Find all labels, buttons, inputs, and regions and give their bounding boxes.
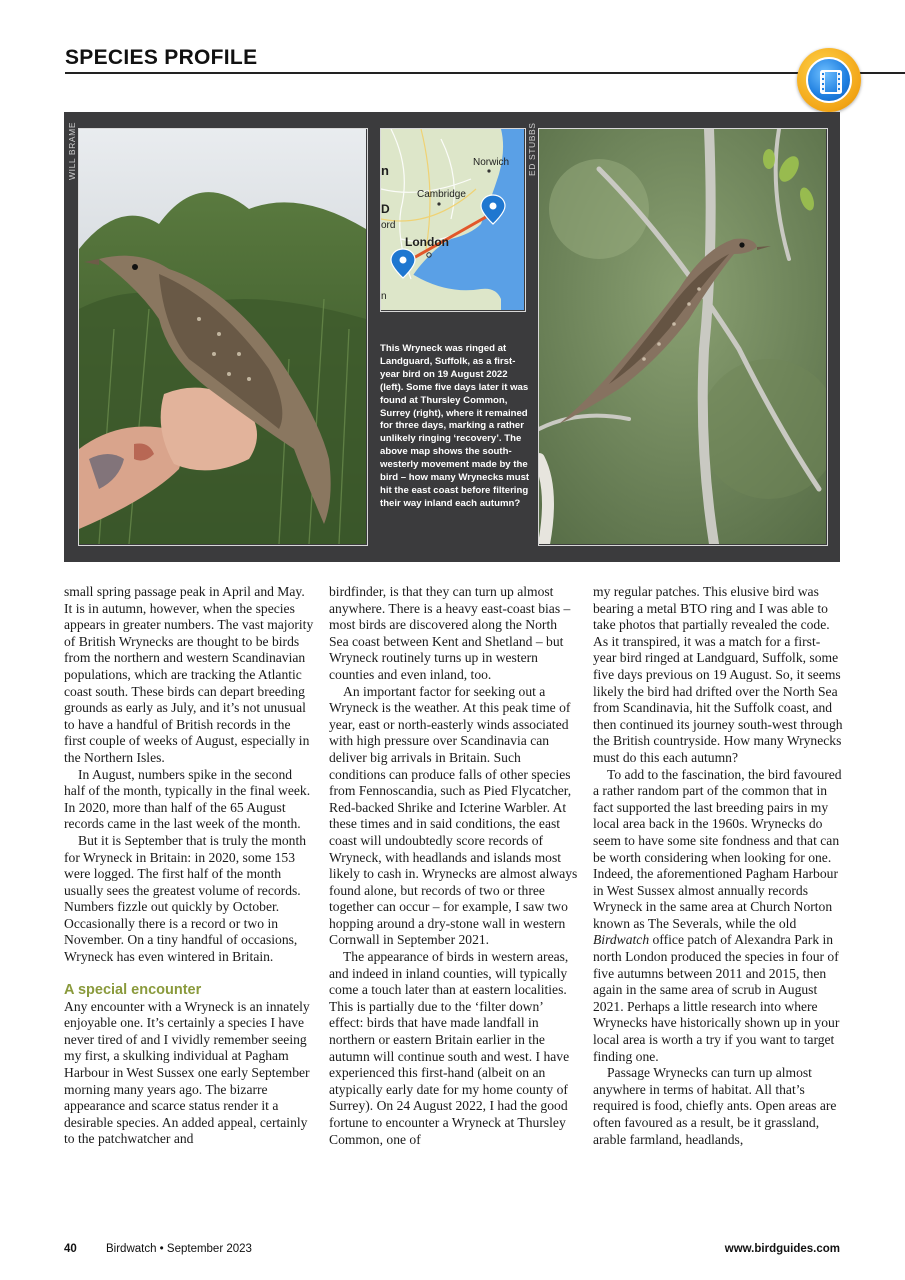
- photo-credit-left: WILL BRAME: [67, 121, 77, 180]
- col2-paragraph-2: An important factor for seeking out a Wryneck is the weather. At this peak time of year, east or north-easterly winds associated with high pressure over Scandinavia can deliver big arrivals in Britain. Such conditions can produce falls of other species from Fennoscandia, such as Pied Flycatcher, Red-backed Shrike and Icterine Warbler. At these times and in said conditions, the east coast will undoubtedly score records of Wryneck, with headlands and islands most likely to cash in. Wrynecks are almost always found alone, but records of two or three together can occur – for example, I saw two hopping around a dry-stone wall in western Cornwall in September 2021.: [329, 683, 578, 948]
- film-icon: [806, 57, 852, 103]
- col1-paragraph-2: In August, numbers spike in the second half of the month, typically in the final week. In 2020, more than half of the 65 August records came in the last week of the month.: [64, 766, 311, 832]
- map-label-fragment-bottom: n: [381, 291, 387, 302]
- col3-paragraph-2: [593, 767, 843, 1066]
- article-column-3: [593, 584, 843, 1148]
- photo-credit-right: ED STUBBS: [527, 122, 537, 176]
- col3-paragraph-3: Passage Wrynecks can turn up almost anywhere in terms of habitat. All that’s required is food, chiefly ants. Open areas are often favoured as a result, be it grassland, arable farmland, headlands,: [593, 1065, 837, 1147]
- col1-paragraph-4: Any encounter with a Wryneck is an innately enjoyable one. It’s certainly a species I have never tired of and I vividly remember seeing my first, a skulking individual at Pagham Harbour in West Sussex one early September morning many years ago. The bizarre appearance and scarce status render it a desirable species. An added appeal, certainly to the patchwatcher and: [64, 998, 310, 1147]
- col1-paragraph-1: small spring passage peak in April and May. It is in autumn, however, when the species appears in greater numbers. The vast majority of British Wrynecks are thought to be birds from the northern and western Scandinavian populations, which are tracking the Atlantic coast south. These birds can depart breeding grounds as early as July, and it’s not unusual to have a handful of British records in the first couple of weeks of August, especially in the Northern Isles.: [64, 584, 314, 765]
- col2-paragraph-1: birdfinder, is that they can turn up almost anywhere. There is a heavy east-coast bias – most birds are discovered along the North Sea coast between Kent and Shetland – but Wryneck routinely turns up in western counties and even inland, too.: [329, 584, 571, 682]
- map-label-norwich: Norwich: [473, 157, 510, 168]
- video-badge[interactable]: [797, 48, 861, 112]
- article-column-2: [329, 584, 579, 1148]
- map-label-fragment-ord: ord: [381, 220, 396, 231]
- magazine-name-italic: Birdwatch: [593, 932, 650, 948]
- photo-panel: [64, 112, 840, 562]
- subheading-special-encounter: A special encounter: [64, 981, 202, 998]
- page-number: 40: [64, 1243, 77, 1255]
- map-label-fragment-d: D: [381, 202, 390, 216]
- article-column-1: [64, 584, 314, 1148]
- col1-paragraph-3: But it is September that is truly the month for Wryneck in Britain: in 2020, some 153 were logged. The first half of the month usually sees the greatest volume of records. Numbers fizzle out quickly by October. Occasionally there is a record or two in November. On a tiny handful of occasions, Wryneck has even wintered in Britain.: [64, 832, 307, 965]
- col3-paragraph-2-end: office patch of Alexandra Park in north London produced the species in four of five autumns between 2011 and 2015, then again in the same area of scrub in August 2021. Perhaps a little research into where Wrynecks have historically shown up in your local area is worth a try if you want to target finding one.: [593, 932, 840, 1064]
- photo-caption: This Wryneck was ringed at Landguard, Suffolk, as a first-year bird on 19 August 2022 (left). Some five days later it was found at Thursley Common, Surrey (right), where it remained for three days, marking a rather unlikely ringing ‘recovery’. The above map shows the south-westerly movement made by the bird – how many Wrynecks must hit the east coast before filtering their way inland each autumn?: [380, 343, 530, 509]
- map-label-fragment-n: n: [381, 163, 389, 178]
- map-route: [380, 128, 526, 312]
- map-label-cambridge: Cambridge: [417, 189, 466, 200]
- photo-wryneck-on-branch: [538, 128, 828, 546]
- col3-paragraph-2-start: To add to the fascination, the bird favoured a rather random part of the common that in fact supported the last breeding pairs in my local area back in the 1960s. Wrynecks do seem to have some site fondness and that can be worth considering when looking for one. Indeed, the aforementioned Pagham Harbour in West Sussex almost annually records Wryneck in the same area at Church Norton known as The Severals, while the old: [593, 766, 842, 931]
- map-label-london: London: [405, 235, 449, 249]
- section-title: SPECIES PROFILE: [65, 46, 258, 69]
- magazine-issue: Birdwatch • September 2023: [106, 1243, 252, 1255]
- col3-paragraph-1: my regular patches. This elusive bird was bearing a metal BTO ring and I was able to take photos that partially revealed the code. As it transpired, it was a match for a first-year bird ringed at Landguard, Suffolk, some five days previous on 19 August. So, it seems likely the bird had drifted over the North Sea from Scandinavia, hit the Suffolk coast, and then continued its journey south-west through the British countryside. How many Wrynecks must do this each autumn?: [593, 584, 843, 765]
- website-link[interactable]: www.birdguides.com: [724, 1243, 840, 1255]
- col2-paragraph-3: The appearance of birds in western areas, and indeed in inland counties, will typically come a touch later than at eastern localities. This is partially due to the ‘filter down’ effect: birds that have made landfall in northern or eastern Britain earlier in the autumn will continue south and west. I have experienced this first-hand (albeit on an atypically early date for my home county of Surrey). On 24 August 2022, I had the good fortune to encounter a Wryneck at Thursley Common, one of: [329, 949, 570, 1147]
- photo-wryneck-in-hand: [78, 128, 368, 546]
- header-rule: [65, 72, 905, 74]
